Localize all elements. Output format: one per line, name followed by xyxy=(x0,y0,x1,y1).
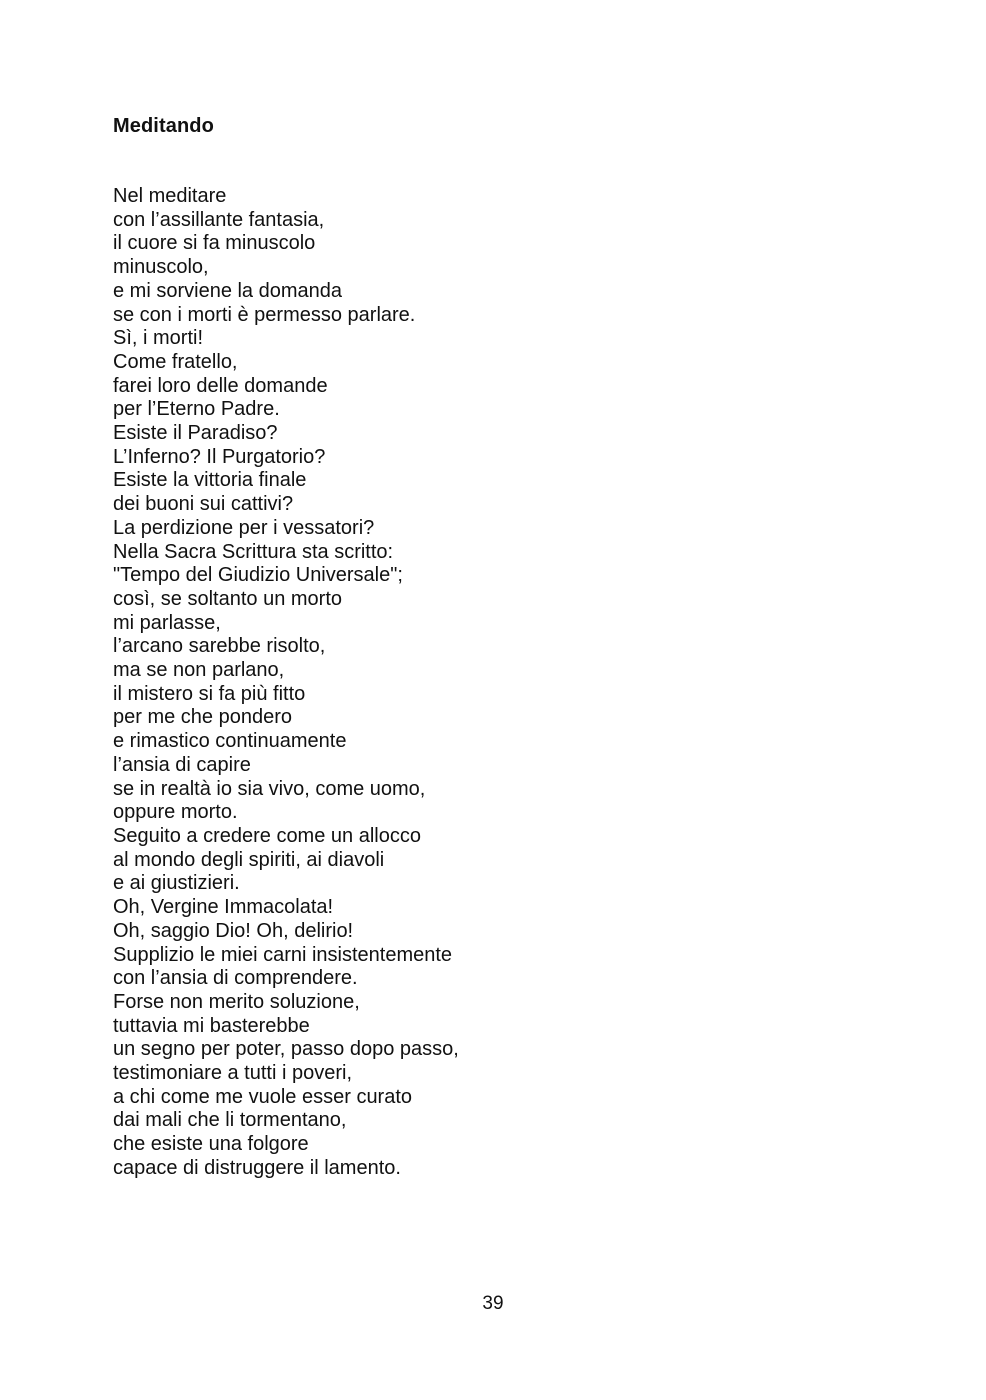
poem-line: L’Inferno? Il Purgatorio? xyxy=(113,445,326,468)
poem-line: al mondo degli spiriti, ai diavoli xyxy=(113,848,385,871)
page-number: 39 xyxy=(482,1293,504,1314)
poem-line: La perdizione per i vessatori? xyxy=(113,516,375,539)
poem-line: e ai giustizieri. xyxy=(113,872,240,895)
poem-line: per me che pondero xyxy=(113,706,293,729)
poem-line: dei buoni sui cattivi? xyxy=(113,493,294,516)
poem-line: Seguito a credere come un allocco xyxy=(113,824,421,847)
poem-line: con l’assillante fantasia, xyxy=(113,208,325,231)
poem-line: se con i morti è permesso parlare. xyxy=(113,303,416,326)
poem-line: e mi sorviene la domanda xyxy=(113,279,343,302)
poem-line: un segno per poter, passo dopo passo, xyxy=(113,1038,459,1061)
poem-line: l’ansia di capire xyxy=(113,753,251,776)
poem-line: così, se soltanto un morto xyxy=(113,587,343,610)
poem-line: e rimastico continuamente xyxy=(113,730,347,753)
poem-line: Forse non merito soluzione, xyxy=(113,990,360,1013)
poem-line: "Tempo del Giudizio Universale"; xyxy=(113,564,403,587)
poem-line: con l’ansia di comprendere. xyxy=(113,967,358,990)
poem-line: Sì, i morti! xyxy=(113,327,204,350)
poem-line: farei loro delle domande xyxy=(113,374,328,397)
poem-line: per l’Eterno Padre. xyxy=(113,398,280,421)
poem-body xyxy=(113,185,459,1181)
poem-line: Oh, saggio Dio! Oh, delirio! xyxy=(113,919,354,942)
poem-line: testimoniare a tutti i poveri, xyxy=(113,1062,352,1085)
poem-line: dai mali che li tormentano, xyxy=(113,1109,347,1132)
poem-line: Nella Sacra Scrittura sta scritto: xyxy=(113,540,394,563)
poem-line: oppure morto. xyxy=(113,801,238,824)
poem-line: minuscolo, xyxy=(113,256,209,279)
poem-line: a chi come me vuole esser curato xyxy=(113,1085,413,1108)
poem-line: Supplizio le miei carni insistentemente xyxy=(113,943,453,966)
poem-line: ma se non parlano, xyxy=(113,659,285,682)
poem-line: Oh, Vergine Immacolata! xyxy=(113,896,334,919)
poem-line: se in realtà io sia vivo, come uomo, xyxy=(113,777,426,800)
poem-line: mi parlasse, xyxy=(113,611,221,634)
poem-line: l’arcano sarebbe risolto, xyxy=(113,635,326,658)
poem-line: Nel meditare xyxy=(113,185,227,207)
poem-line: capace di distruggere il lamento. xyxy=(113,1156,401,1179)
poem-line: tuttavia mi basterebbe xyxy=(113,1014,310,1037)
poem-line: il mistero si fa più fitto xyxy=(113,682,306,705)
poem-line: che esiste una folgore xyxy=(113,1133,309,1156)
poem-line: Esiste la vittoria finale xyxy=(113,469,307,492)
poem-title: Meditando xyxy=(113,115,214,137)
poem-line: Come fratello, xyxy=(113,350,238,373)
poem-line: il cuore si fa minuscolo xyxy=(113,232,316,255)
poem-line: Esiste il Paradiso? xyxy=(113,422,278,445)
